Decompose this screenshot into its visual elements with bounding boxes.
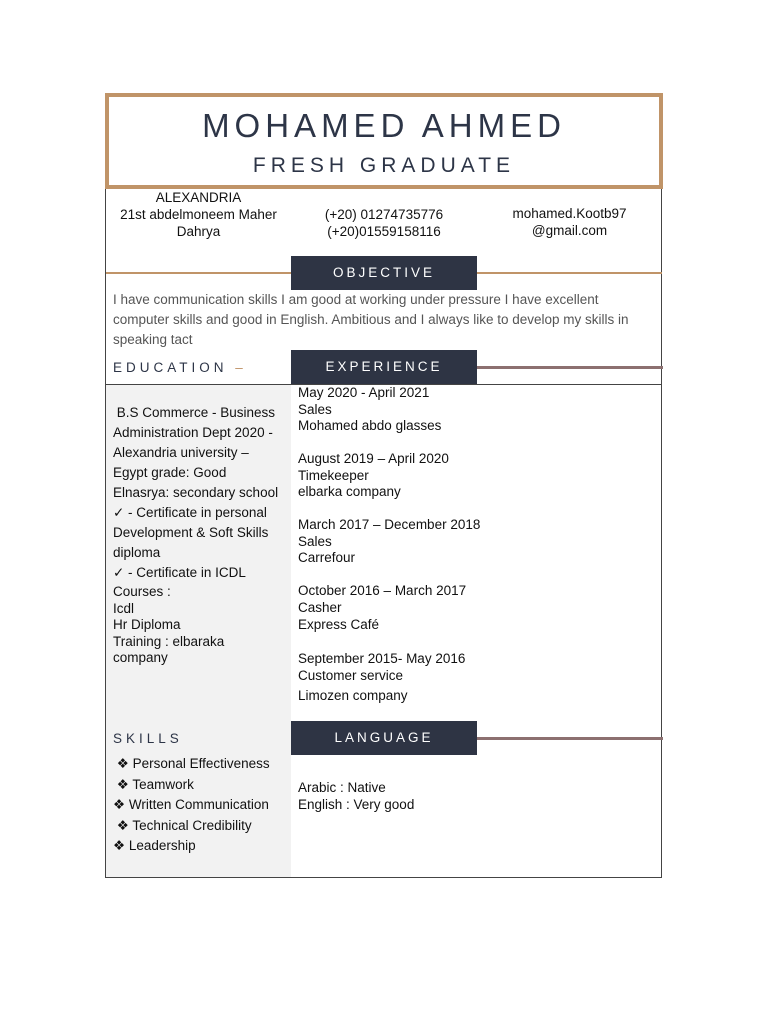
education-line: Egypt grade: Good [113, 465, 227, 480]
experience-role: Sales [298, 401, 332, 417]
address-line: 21st abdelmoneem Maher [120, 207, 277, 222]
education-title: EDUCATION [113, 360, 228, 375]
skills-heading: SKILLS [113, 731, 183, 746]
courses-line: company [113, 650, 168, 665]
experience-role: Timekeeper [298, 467, 369, 483]
education-line: Administration Dept 2020 - [113, 425, 273, 440]
experience-item [298, 385, 441, 435]
experience-period: March 2017 – December 2018 [298, 517, 481, 532]
courses-line: Courses : [113, 584, 171, 599]
education-line: ✓ - Certificate in ICDL [113, 565, 246, 580]
skill-item: ❖ Written Communication [113, 797, 269, 812]
education-dash: – [235, 360, 243, 375]
objective-rule-left [106, 272, 291, 274]
objective-rule-right [477, 272, 662, 274]
address-line: Dahrya [176, 224, 221, 239]
experience-rule [477, 366, 663, 369]
experience-role: Casher [298, 599, 342, 615]
experience-item [298, 517, 480, 567]
courses-line: Icdl [113, 600, 135, 616]
experience-role: Customer service [298, 667, 404, 683]
courses-line: Training : elbaraka [113, 633, 225, 649]
experience-company: Express Café [298, 617, 380, 632]
experience-period: August 2019 – April 2020 [298, 451, 449, 466]
experience-item [298, 651, 465, 705]
phone-number: (+20) 01274735776 [324, 207, 444, 222]
experience-role: Sales [298, 533, 332, 549]
education-heading [113, 360, 243, 375]
language-item: English : Very good [298, 796, 415, 812]
language-list [298, 780, 414, 813]
objective-text: I have communication skills I am good at working under pressure I have excellent computer skills and good in English. Ambitious and I always like to develop my skills in speaking tact [113, 292, 629, 347]
experience-heading: EXPERIENCE [291, 350, 477, 384]
email-line: mohamed.Kootb97 [512, 206, 627, 221]
contact-address [106, 189, 291, 240]
education-line: diploma [113, 545, 161, 560]
experience-item [298, 583, 466, 634]
language-item: Arabic : Native [298, 780, 386, 795]
objective-heading: OBJECTIVE [291, 256, 477, 290]
education-line: Development & Soft Skills [113, 525, 269, 540]
experience-period: September 2015- May 2016 [298, 651, 466, 666]
skill-item: ❖ Personal Effectiveness [113, 756, 270, 771]
email-line: @gmail.com [531, 223, 608, 238]
education-line: Elnasrya: secondary school [113, 485, 279, 500]
experience-company: elbarka company [298, 484, 401, 499]
skills-list [113, 754, 291, 857]
skill-item: ❖ Technical Credibility [113, 817, 252, 833]
name-header-box [105, 93, 663, 189]
education-line: Alexandria university – [113, 445, 249, 460]
experience-period: October 2016 – March 2017 [298, 583, 467, 598]
address-line: ALEXANDRIA [155, 190, 242, 205]
phone-number: (+20)01559158116 [327, 224, 441, 239]
language-heading: LANGUAGE [291, 721, 477, 755]
candidate-role: FRESH GRADUATE [252, 154, 516, 177]
experience-item [298, 451, 449, 501]
education-line: ✓ - Certificate in personal [113, 505, 267, 520]
skill-item: ❖ Teamwork [113, 776, 194, 792]
education-list [113, 403, 289, 667]
skill-item: ❖ Leadership [113, 838, 196, 853]
courses-line: Hr Diploma [113, 617, 181, 632]
experience-period: May 2020 - April 2021 [298, 385, 430, 400]
language-rule [477, 737, 663, 740]
experience-company: Limozen company [298, 688, 408, 703]
experience-company: Mohamed abdo glasses [298, 418, 442, 433]
experience-company: Carrefour [298, 550, 356, 565]
education-line: B.S Commerce - Business [113, 405, 276, 420]
contact-email [477, 205, 662, 239]
contact-phones [291, 206, 477, 240]
candidate-name: MOHAMED AHMED [202, 107, 566, 144]
